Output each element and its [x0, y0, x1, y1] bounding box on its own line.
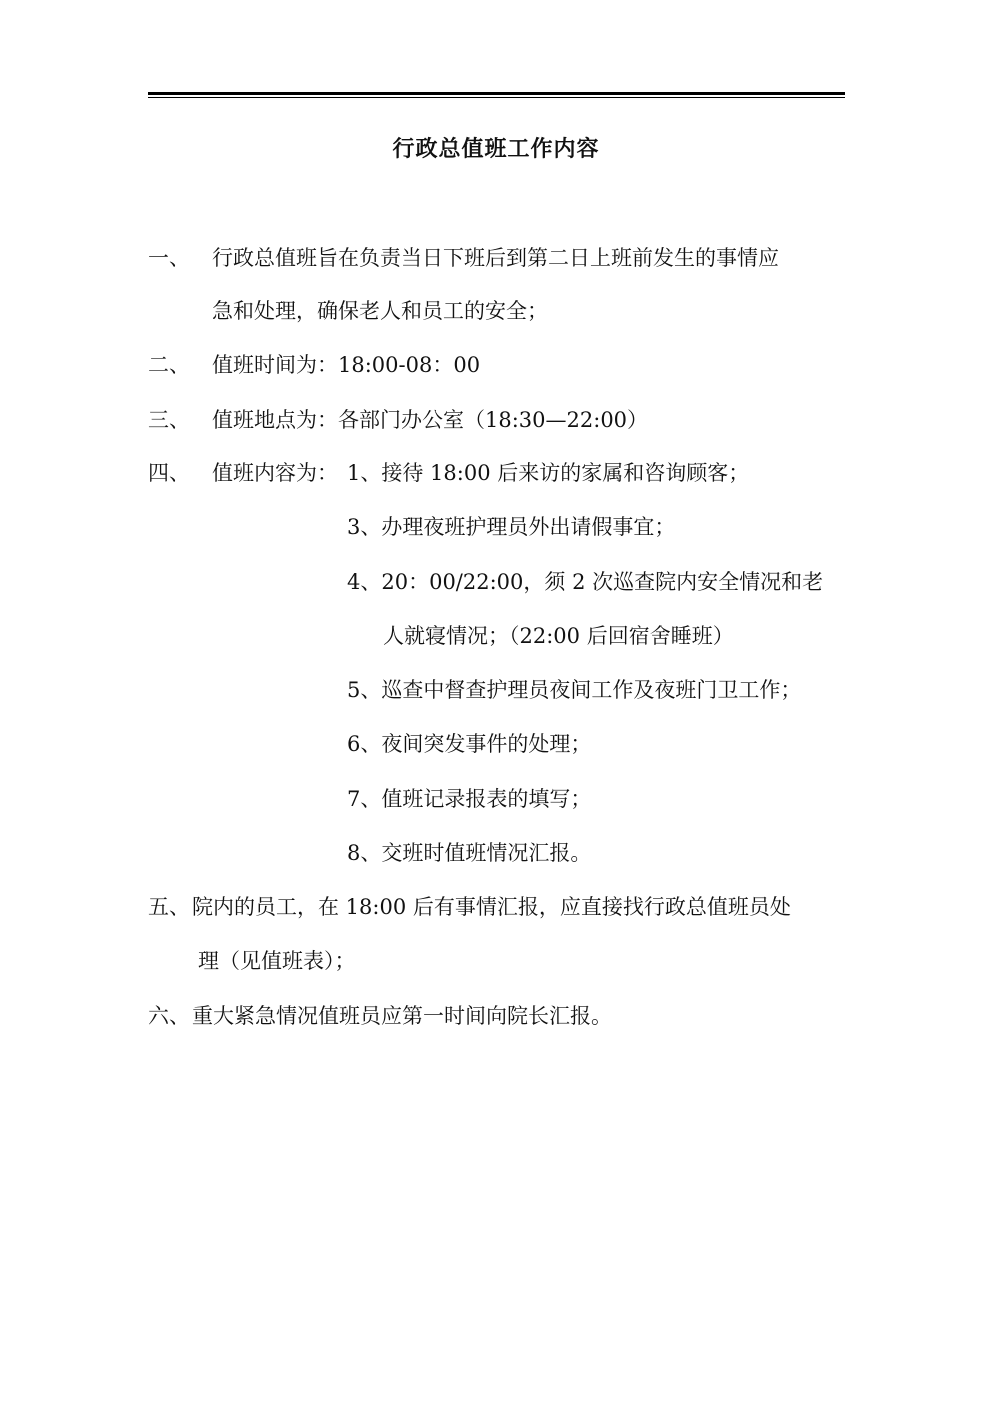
item-4-subitem-3-cont: 人就寝情况；（22:00 后回宿舍睡班） — [383, 624, 734, 648]
item-4-subitem-4: 5、巡查中督查护理员夜间工作及夜班门卫工作； — [347, 678, 802, 702]
item-5-marker: 五、 — [148, 895, 190, 919]
item-2-line-1: 值班时间为：18:00-08：00 — [212, 353, 481, 377]
item-4-subitem-1: 1、接待 18:00 后来访的家属和咨询顾客； — [347, 461, 750, 485]
document-title: 行政总值班工作内容 — [392, 136, 600, 162]
item-4-subitem-3: 4、20：00/22:00，须 2 次巡查院内安全情况和老 — [347, 570, 824, 594]
item-1-line-1: 行政总值班旨在负责当日下班后到第二日上班前发生的事情应 — [212, 246, 779, 270]
item-4-lead: 值班内容为： — [212, 461, 338, 485]
item-3-marker: 三、 — [148, 408, 190, 432]
item-1-marker: 一、 — [148, 246, 190, 270]
item-4-subitem-2: 3、办理夜班护理员外出请假事宜； — [347, 515, 676, 539]
item-4-subitem-7: 8、交班时值班情况汇报。 — [347, 841, 592, 865]
item-6-marker: 六、 — [148, 1004, 190, 1028]
item-3-line-1: 值班地点为：各部门办公室（18:30—22:00） — [212, 408, 649, 432]
header-rule — [148, 92, 845, 98]
item-5-line-1: 院内的员工，在 18:00 后有事情汇报，应直接找行政总值班员处 — [192, 895, 791, 919]
item-4-marker: 四、 — [148, 461, 190, 485]
item-5-line-2: 理（见值班表）； — [198, 949, 356, 973]
item-6-line-1: 重大紧急情况值班员应第一时间向院长汇报。 — [192, 1004, 612, 1028]
item-2-marker: 二、 — [148, 353, 190, 377]
item-4-subitem-6: 7、值班记录报表的填写； — [347, 787, 592, 811]
item-4-subitem-5: 6、夜间突发事件的处理； — [347, 732, 592, 756]
item-1-line-2: 急和处理，确保老人和员工的安全； — [212, 299, 548, 323]
